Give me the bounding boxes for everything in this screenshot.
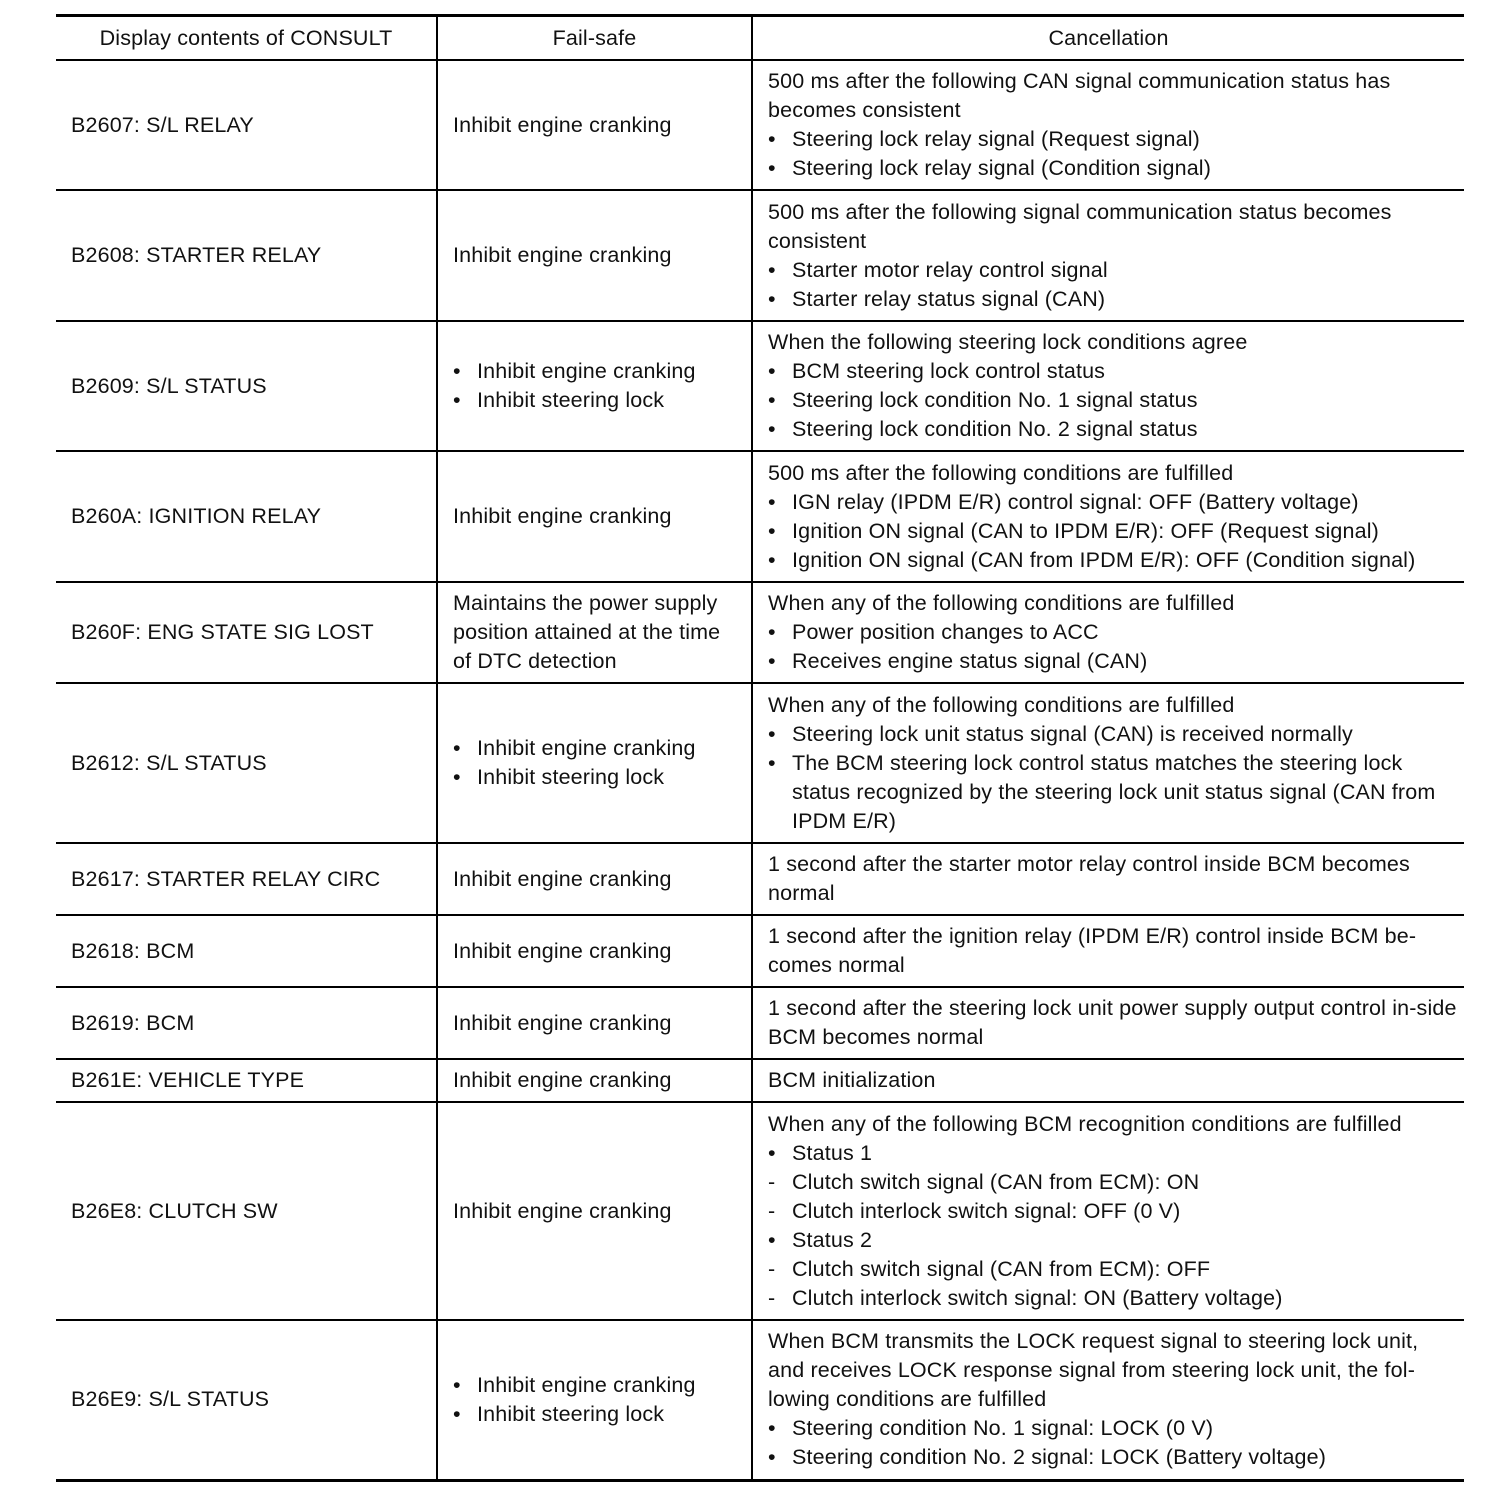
cancellation-cell [752,1102,1464,1320]
fail-safe-cell [437,987,752,1059]
bullet-marker: • [768,649,776,673]
header-fail-safe: Fail-safe [437,16,752,61]
fail-safe-cell [437,1320,752,1480]
consult-display-cell: B2609: S/L STATUS [56,321,437,451]
cancellation-text: Ignition ON signal (CAN to IPDM E/R): OFF (Request signal) [792,518,1379,543]
fail-safe-cell [437,582,752,683]
cancellation-text: Steering lock relay signal (Condition signal) [792,156,1212,180]
bullet-marker: • [768,721,776,746]
fail-safe-text: Inhibit engine cranking [453,243,672,267]
cancellation-text: 1 second after the ignition relay (IPDM E/R) control inside BCM be-comes normal [768,924,1417,977]
bullet-marker: • [768,1227,776,1252]
cancellation-cell [752,582,1464,683]
bullet-marker: • [768,388,776,412]
cancellation-text: BCM steering lock control status [792,359,1106,383]
header-row [56,16,1464,61]
cancellation-cell [752,1059,1464,1102]
cancellation-list-item [768,1139,1458,1168]
bullet-marker: • [768,620,776,644]
consult-display-cell: B2618: BCM [56,915,437,987]
fail-safe-text: Inhibit engine cranking [453,112,672,137]
bullet-marker: • [768,1140,776,1165]
table-row [56,987,1464,1059]
cancellation-list-item [768,357,1458,386]
cancellation-cell [752,915,1464,987]
header-consult: Display contents of CONSULT [56,16,437,61]
cancellation-list-item [768,154,1458,183]
bullet-marker: • [768,489,776,514]
cancellation-list-item [768,386,1458,415]
fail-safe-text: Inhibit engine cranking [477,359,696,383]
cancellation-text: 500 ms after the following CAN signal communication status has becomes consistent [768,69,1391,122]
cancellation-text: Clutch switch signal (CAN from ECM): OFF [792,1256,1211,1281]
bullet-marker: • [768,127,776,151]
cancellation-list-item [768,125,1458,154]
fail-safe-cell [437,915,752,987]
fail-safe-text: Inhibit engine cranking [477,736,696,760]
bullet-marker: • [768,359,776,383]
cancellation-list-item [768,517,1458,546]
bullet-marker: • [768,257,776,282]
dtc-fail-safe-table [56,14,1464,1482]
cancellation-cell [752,683,1464,843]
cancellation-list-item [768,647,1458,676]
fail-safe-text: Inhibit steering lock [477,1401,665,1426]
bullet-marker: • [768,286,776,311]
cancellation-text: When BCM transmits the LOCK request signal to steering lock unit, and receives LOCK response signal from steering lock unit, the fol-lowing conditions are fulfilled [768,1329,1419,1412]
cancellation-list-item [768,285,1458,314]
cancellation-text: Receives engine status signal (CAN) [792,649,1148,673]
cancellation-list-item [768,1168,1458,1197]
cancellation-cell [752,987,1464,1059]
cancellation-list-item [768,488,1458,517]
fail-safe-text: Maintains the power supply position attained at the time of DTC detection [453,591,721,673]
bullet-marker: • [768,547,776,572]
fail-safe-text: Inhibit steering lock [477,765,665,789]
cancellation-text: Status 1 [792,1140,873,1165]
table-row [56,1320,1464,1480]
cancellation-list-item [768,1197,1458,1226]
cancellation-text: Steering lock condition No. 1 signal status [792,388,1198,412]
fail-safe-cell [437,683,752,843]
consult-display-cell: B2608: STARTER RELAY [56,190,437,321]
cancellation-list-item [768,618,1458,647]
bullet-marker: • [768,750,776,775]
fail-safe-item [453,763,743,792]
bullet-marker: • [453,388,461,412]
table-row [56,451,1464,582]
bullet-marker: • [453,736,461,760]
cancellation-text: Starter motor relay control signal [792,257,1108,282]
cancellation-cell [752,843,1464,915]
table-row [56,683,1464,843]
cancellation-text: When any of the following BCM recognition conditions are fulfilled [768,1111,1402,1136]
table-row [56,915,1464,987]
table-row [56,843,1464,915]
cancellation-text: When any of the following conditions are fulfilled [768,692,1235,717]
cancellation-list-item [768,415,1458,444]
table-row [56,1102,1464,1320]
dash-marker: - [768,1285,776,1310]
cancellation-list-item [768,1226,1458,1255]
cancellation-text: The BCM steering lock control status matches the steering lock status recognized by the steering lock unit status signal (CAN from IPDM E/R) [792,750,1436,833]
fail-safe-text: Inhibit engine cranking [477,1372,696,1397]
cancellation-cell [752,451,1464,582]
cancellation-text: IGN relay (IPDM E/R) control signal: OFF (Battery voltage) [792,489,1359,514]
cancellation-text: Steering condition No. 2 signal: LOCK (Battery voltage) [792,1445,1327,1470]
cancellation-text: 1 second after the steering lock unit power supply output control in-side BCM becomes normal [768,996,1457,1049]
fail-safe-cell [437,60,752,190]
bullet-marker: • [768,518,776,543]
cancellation-list-item [768,1414,1458,1443]
fail-safe-cell [437,1059,752,1102]
cancellation-text: 1 second after the starter motor relay control inside BCM becomes normal [768,852,1410,905]
cancellation-text: When any of the following conditions are fulfilled [768,591,1235,615]
dash-marker: - [768,1169,776,1194]
table-row [56,321,1464,451]
fail-safe-text: Inhibit engine cranking [453,1010,672,1035]
fail-safe-cell [437,843,752,915]
bullet-marker: • [453,1372,461,1397]
fail-safe-cell [437,190,752,321]
fail-safe-item [453,1371,743,1400]
bullet-marker: • [768,1445,776,1470]
consult-display-cell: B2617: STARTER RELAY CIRC [56,843,437,915]
cancellation-cell [752,60,1464,190]
cancellation-text: Steering lock relay signal (Request signal) [792,127,1200,151]
fail-safe-cell [437,451,752,582]
fail-safe-text: Inhibit engine cranking [453,504,672,528]
bullet-marker: • [453,359,461,383]
fail-safe-item [453,1400,743,1429]
cancellation-list-item [768,256,1458,285]
cancellation-list-item [768,720,1458,749]
cancellation-text: Clutch interlock switch signal: OFF (0 V) [792,1198,1181,1223]
cancellation-text: 500 ms after the following conditions are fulfilled [768,460,1234,485]
dash-marker: - [768,1198,776,1223]
consult-display-cell: B260A: IGNITION RELAY [56,451,437,582]
bullet-marker: • [453,765,461,789]
cancellation-text: Steering lock condition No. 2 signal status [792,417,1198,441]
table-row [56,1059,1464,1102]
fail-safe-text: Inhibit steering lock [477,388,665,412]
fail-safe-text: Inhibit engine cranking [453,1198,672,1223]
fail-safe-item [453,357,743,386]
fail-safe-item [453,734,743,763]
fail-safe-cell [437,1102,752,1320]
cancellation-text: 500 ms after the following signal communication status becomes consistent [768,199,1392,253]
cancellation-list-item [768,749,1458,836]
fail-safe-text: Inhibit engine cranking [453,1068,672,1092]
consult-display-cell: B26E8: CLUTCH SW [56,1102,437,1320]
consult-display-cell: B260F: ENG STATE SIG LOST [56,582,437,683]
consult-display-cell: B2612: S/L STATUS [56,683,437,843]
cancellation-text: Power position changes to ACC [792,620,1099,644]
cancellation-list-item [768,1255,1458,1284]
consult-display-cell: B2619: BCM [56,987,437,1059]
cancellation-text: Steering condition No. 1 signal: LOCK (0 V) [792,1416,1214,1441]
fail-safe-item [453,386,743,415]
fail-safe-cell [437,321,752,451]
header-cancellation: Cancellation [752,16,1464,61]
cancellation-text: BCM initialization [768,1068,936,1092]
bullet-marker: • [453,1401,461,1426]
cancellation-text: Starter relay status signal (CAN) [792,286,1106,311]
cancellation-text: Status 2 [792,1227,873,1252]
cancellation-text: Clutch interlock switch signal: ON (Battery voltage) [792,1285,1283,1310]
cancellation-text: Clutch switch signal (CAN from ECM): ON [792,1169,1200,1194]
cancellation-cell [752,190,1464,321]
cancellation-cell [752,1320,1464,1480]
cancellation-list-item [768,546,1458,575]
consult-display-cell: B261E: VEHICLE TYPE [56,1059,437,1102]
table-row [56,190,1464,321]
cancellation-cell [752,321,1464,451]
cancellation-list-item [768,1443,1458,1472]
cancellation-text: When the following steering lock conditions agree [768,330,1248,354]
table-row [56,582,1464,683]
fail-safe-text: Inhibit engine cranking [453,938,672,963]
bullet-marker: • [768,156,776,180]
cancellation-text: Steering lock unit status signal (CAN) is received normally [792,721,1353,746]
cancellation-list-item [768,1284,1458,1313]
bullet-marker: • [768,417,776,441]
dash-marker: - [768,1256,776,1281]
table-row [56,60,1464,190]
consult-display-cell: B26E9: S/L STATUS [56,1320,437,1480]
consult-display-cell: B2607: S/L RELAY [56,60,437,190]
fail-safe-text: Inhibit engine cranking [453,866,672,891]
cancellation-text: Ignition ON signal (CAN from IPDM E/R): OFF (Condition signal) [792,547,1416,572]
bullet-marker: • [768,1416,776,1441]
